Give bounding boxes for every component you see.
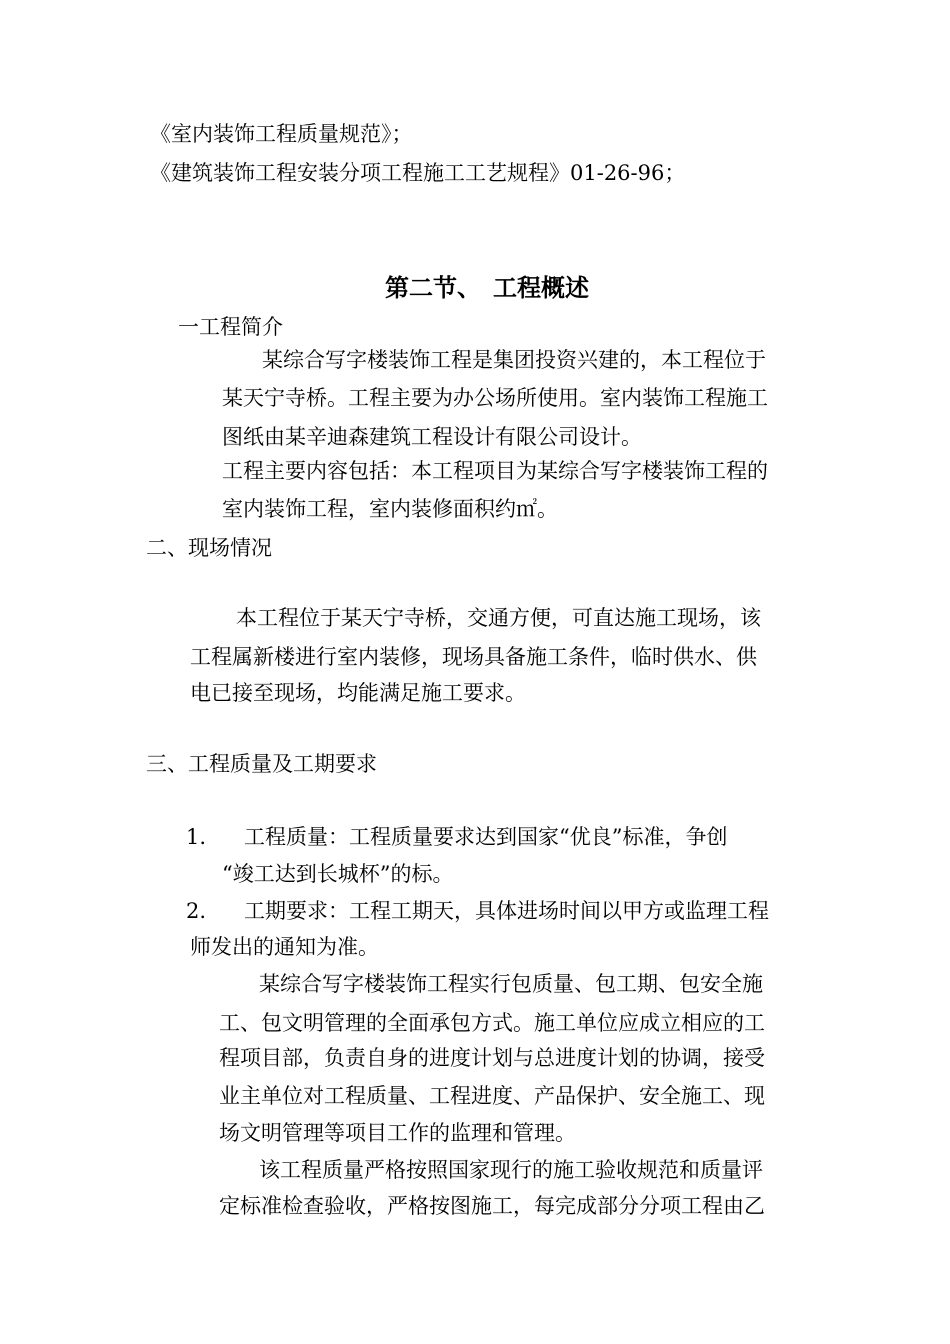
reference-line: 《室内装饰工程质量规范》； [150, 122, 413, 146]
paragraph-line: 某综合写字楼装饰工程是集团投资兴建的，本工程位于 [262, 348, 766, 372]
paragraph-line: 该工程质量严格按照国家现行的施工验收规范和质量评 [259, 1158, 763, 1182]
reference-line: 《建筑装饰工程安装分项工程施工工艺规程》01-26-96； [150, 161, 686, 185]
paragraph-line: 场文明管理等项目工作的监理和管理。 [219, 1121, 576, 1145]
paragraph-line: 程项目部，负责自身的进度计划与总进度计划的协调，接受 [219, 1046, 765, 1070]
list-item [186, 822, 727, 852]
paragraph-line: 工、包文明管理的全面承包方式。施工单位应成立相应的工 [219, 1011, 765, 1035]
paragraph-line: 定标准检查验收，严格按图施工，每完成部分分项工程由乙 [219, 1194, 765, 1218]
paragraph-line: 本工程位于某天宁寺桥，交通方便，可直达施工现场，该 [236, 606, 761, 630]
paragraph-line: 业主单位对工程质量、工程进度、产品保护、安全施工、现 [219, 1084, 765, 1108]
list-number: 1. [186, 825, 207, 849]
subsection-heading: 二、现场情况 [146, 536, 272, 560]
list-item-text: 工程质量：工程质量要求达到国家“优良”标准，争创 [244, 825, 728, 849]
paragraph-line: 师发出的通知为准。 [190, 935, 379, 959]
section-title: 第二节、 工程概述 [385, 274, 589, 302]
subsection-heading: 三、工程质量及工期要求 [146, 752, 377, 776]
paragraph-line: 工程属新楼进行室内装修，现场具备施工条件，临时供水、供 [190, 645, 757, 669]
paragraph-line: 电已接至现场，均能满足施工要求。 [190, 681, 526, 705]
paragraph-line: 室内装饰工程，室内装修面积约㎡。 [222, 497, 558, 521]
subsection-heading: 一工程简介 [178, 315, 283, 339]
paragraph-line: “竣工达到长城杯”的标。 [222, 862, 454, 886]
list-number: 2. [186, 899, 207, 923]
list-item [186, 896, 769, 926]
paragraph-line: 某综合写字楼装饰工程实行包质量、包工期、包安全施 [259, 972, 763, 996]
paragraph-line: 工程主要内容包括：本工程项目为某综合写字楼装饰工程的 [222, 459, 768, 483]
paragraph-line: 某天宁寺桥。工程主要为办公场所使用。室内装饰工程施工 [222, 386, 768, 410]
paragraph-line: 图纸由某辛迪森建筑工程设计有限公司设计。 [222, 425, 642, 449]
list-item-text: 工期要求：工程工期天，具体进场时间以甲方或监理工程 [244, 899, 769, 923]
